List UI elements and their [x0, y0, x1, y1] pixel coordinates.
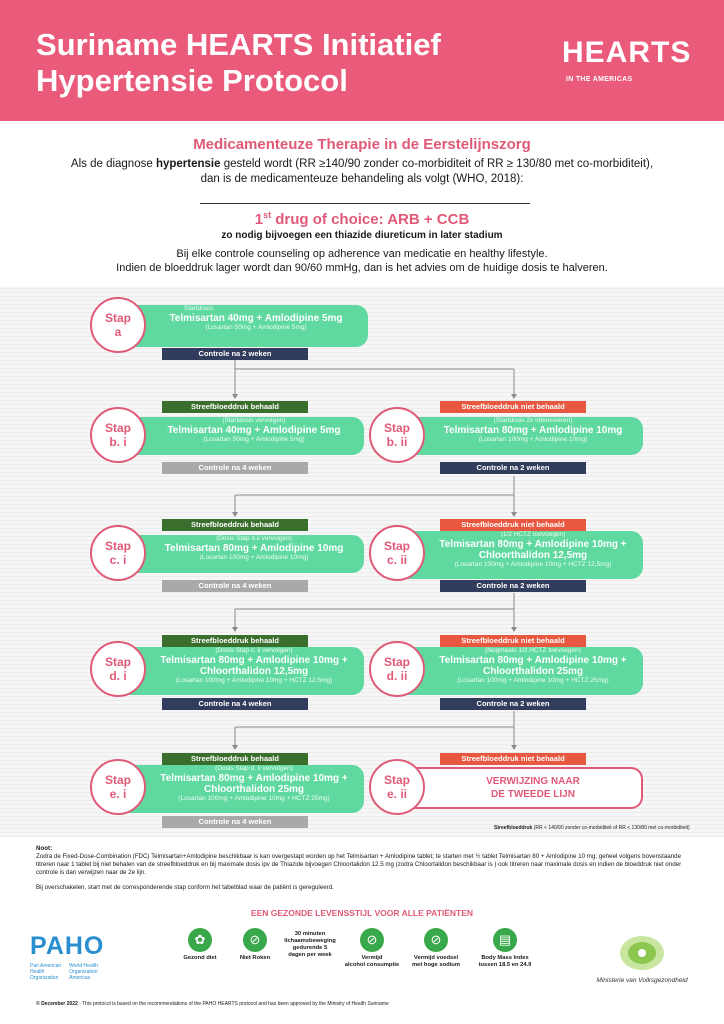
footer: © December 2022 - This protocol is based on the recommendations of the PAHO HEARTS protocol and has been approved by the Ministry of Health Suriname: [36, 1001, 389, 1007]
control-bar: Controle na 4 weken: [162, 580, 308, 592]
notes-section: Noot: Zodra de Fixed-Dose-Combination (FDC) Telmisartan+Amlodipine beschikbaar is kan overgestapt worden op het Telmisartan + Amlodipine tablet; te starten met ½ tablet Telmisartan 80 + Amlodipine 10 mg; geheel volgens bovenstaande titreren naar 1 tablet bij niet behalen van de streefbloeddruk en bij maximale dosis ipv de Thiazide bijvoegen Chloortalidon 12.5 mg (zodra Chloortalidon beschikbaar is ) ook titreren naar maximale dosis en indien de bloeddruk niet onder controle is dan verwijzen naar de 2e lijn. Bij overschakelen, start met de corresponderende stap conform het tabelblad waar de patiënt is gereguleerd.: [36, 845, 682, 891]
paho-logo: PAHO Pan American Health Organization World Health Organization Americas: [30, 932, 105, 981]
hearts-logo-subtitle: IN THE AMERICAS: [566, 76, 633, 83]
no-alcohol-icon: ⊘ Vermijd alcohol consumptie: [342, 928, 402, 969]
intro-section: [0, 136, 724, 187]
drug-title: 1st drug of choice: ARB + CCB: [254, 210, 470, 228]
status-achieved: Streefbloeddruk behaald: [162, 635, 308, 647]
no-smoking-icon: ⊘ Niet Roken: [225, 928, 285, 962]
control-bar: Controle na 4 weken: [162, 462, 308, 474]
ministry-seal-icon: [617, 934, 667, 972]
step-b-ii: Stap b. ii (Startdosis 2x intensiveren) Telmisartan 80mg + Amlodipine 10mg (Losartan 100mg + Amlodipine 10mg): [369, 407, 639, 482]
control-bar: Controle na 4 weken: [162, 816, 308, 828]
control-bar: Controle na 2 weken: [162, 348, 308, 360]
step-d-ii: Stap d. ii (Nogmaals 1/2 HCTZ toevoegen) Telmisartan 80mg + Amlodipine 10mg + Chloorthalidon 25mg (Losartan 100mg + Amlodipine 10mg + HCTZ 25mg): [369, 641, 639, 716]
status-not-achieved: Streefbloeddruk niet behaald: [440, 401, 586, 413]
target-bp-legend: Streefbloeddruk (RR < 140/90 zonder co-morbiditeit of RR < 130/80 met co-morbiditeit): [494, 825, 690, 831]
step-c-ii: Stap c. ii (1/2 HCTZ toevoegen) Telmisartan 80mg + Amlodipine 10mg + Chloorthalidon 12,5mg (Losartan 100mg + Amlodipine 10mg + HCTZ 12,5mg): [369, 525, 639, 600]
status-not-achieved: Streefbloeddruk niet behaald: [440, 753, 586, 765]
step-card: (Dosis Stap b.ii vervolgen) Telmisartan 80mg + Amlodipine 10mg (Losartan 100mg + Amlodipine 10mg): [116, 535, 364, 573]
page-title: [36, 27, 441, 99]
step-c-i: Stap c. i (Dosis Stap b.ii vervolgen) Telmisartan 80mg + Amlodipine 10mg (Losartan 100mg + Amlodipine 10mg): [90, 525, 360, 600]
status-not-achieved: Streefbloeddruk niet behaald: [440, 519, 586, 531]
step-e-ii: Stap e. ii VERWIJZING NAAR DE TWEEDE LIJN: [369, 759, 639, 834]
step-badge: Stap a: [90, 297, 146, 353]
lifestyle-icons: [170, 928, 570, 988]
divider: [200, 203, 530, 204]
hearts-logo: [562, 36, 694, 88]
status-achieved: Streefbloeddruk behaald: [162, 519, 308, 531]
control-bar: Controle na 2 weken: [440, 462, 586, 474]
heartbeat-icon: [596, 46, 656, 68]
step-card: (Nogmaals 1/2 HCTZ toevoegen) Telmisartan 80mg + Amlodipine 10mg + Chloorthalidon 25mg (Losartan 100mg + Amlodipine 10mg + HCTZ 25mg): [395, 647, 643, 695]
flowchart: [0, 287, 724, 837]
drug-of-choice: [0, 210, 724, 241]
lifestyle-title: EEN GEZONDE LEVENSSTIJL VOOR ALLE PATIËNTEN: [250, 908, 474, 918]
step-card: (Startdosis vervolgen) Telmisartan 40mg + Amlodipine 5mg (Losartan 50mg + Amlodipine 5mg): [116, 417, 364, 455]
step-card: (Dosis Stap c. ii vervolgen) Telmisartan 80mg + Amlodipine 10mg + Chloorthalidon 12,5mg (Losartan 100mg + Amlodipine 10mg + HCTZ 12,5mg): [116, 647, 364, 695]
status-achieved: Streefbloeddruk behaald: [162, 401, 308, 413]
status-not-achieved: Streefbloeddruk niet behaald: [440, 635, 586, 647]
title-line-2: Hypertensie Protocol: [36, 63, 348, 98]
control-bar: Controle na 2 weken: [440, 580, 586, 592]
control-bar: Controle na 2 weken: [440, 698, 586, 710]
step-card: (1/2 HCTZ toevoegen) Telmisartan 80mg + Amlodipine 10mg + Chloorthalidon 12,5mg (Losartan 100mg + Amlodipine 10mg + HCTZ 12,5mg): [395, 531, 643, 579]
intro-text: Als de diagnose hypertensie gesteld wordt (RR ≥140/90 zonder co-morbiditeit of RR ≥ 130/80 met co-morbiditeit), dan is de medicamenteuze behandeling als volgt (WHO, 2018):: [70, 158, 654, 185]
drug-subtitle: zo nodig bijvoegen een thiazide diureticum in later stadium: [221, 230, 503, 241]
header-banner: [0, 0, 724, 121]
section-subtitle: Medicamenteuze Therapie in de Eerstelijnszorg: [193, 136, 531, 153]
healthy-diet-icon: ✿ Gezond diet: [170, 928, 230, 962]
step-card: (Startdosis 2x intensiveren) Telmisartan 80mg + Amlodipine 10mg (Losartan 100mg + Amlodipine 10mg): [395, 417, 643, 455]
hearts-logo-text: HEARTS: [562, 36, 692, 69]
no-salt-icon: ⊘ Vermijd voedsel met hoge sodium: [406, 928, 466, 969]
step-d-i: Stap d. i (Dosis Stap c. ii vervolgen) Telmisartan 80mg + Amlodipine 10mg + Chloorthalidon 12,5mg (Losartan 100mg + Amlodipine 10mg + HCTZ 12,5mg): [90, 641, 360, 716]
step-card: (Dosis Stap d. ii vervolgen) Telmisartan 80mg + Amlodipine 10mg + Chloorthalidon 25mg (Losartan 100mg + Amlodipine 10mg + HCTZ 25mg): [116, 765, 364, 813]
step-card: Startdosis: Telmisartan 40mg + Amlodipine 5mg (Losartan 50mg + Amlodipine 5mg): [116, 305, 368, 347]
status-achieved: Streefbloeddruk behaald: [162, 753, 308, 765]
title-line-1: Suriname HEARTS Initiatief: [36, 27, 441, 62]
step-a: [90, 297, 350, 372]
step-e-i: Stap e. i (Dosis Stap d. ii vervolgen) Telmisartan 80mg + Amlodipine 10mg + Chloorthalidon 25mg (Losartan 100mg + Amlodipine 10mg + HCTZ 25mg): [90, 759, 360, 834]
advice-text: Bij elke controle counseling op adherence van medicatie en healthy lifestyle. Indien de bloeddruk lager wordt dan 90/60 mmHg, dan is het advies om de huidige dosis te halveren.: [116, 248, 608, 274]
exercise-text: 30 minuten lichaamsbeweging gedurende 5 dagen per week: [284, 931, 336, 958]
step-b-i: Stap b. i (Startdosis vervolgen) Telmisartan 40mg + Amlodipine 5mg (Losartan 50mg + Amlodipine 5mg): [90, 407, 360, 482]
ministry-logo: Ministerie van Volksgezondheid: [590, 934, 694, 988]
referral-card: VERWIJZING NAAR DE TWEEDE LIJN: [395, 767, 643, 809]
bmi-scale-icon: ▤ Body Mass Index tussen 18.5 en 24.9: [470, 928, 540, 969]
control-bar: Controle na 4 weken: [162, 698, 308, 710]
